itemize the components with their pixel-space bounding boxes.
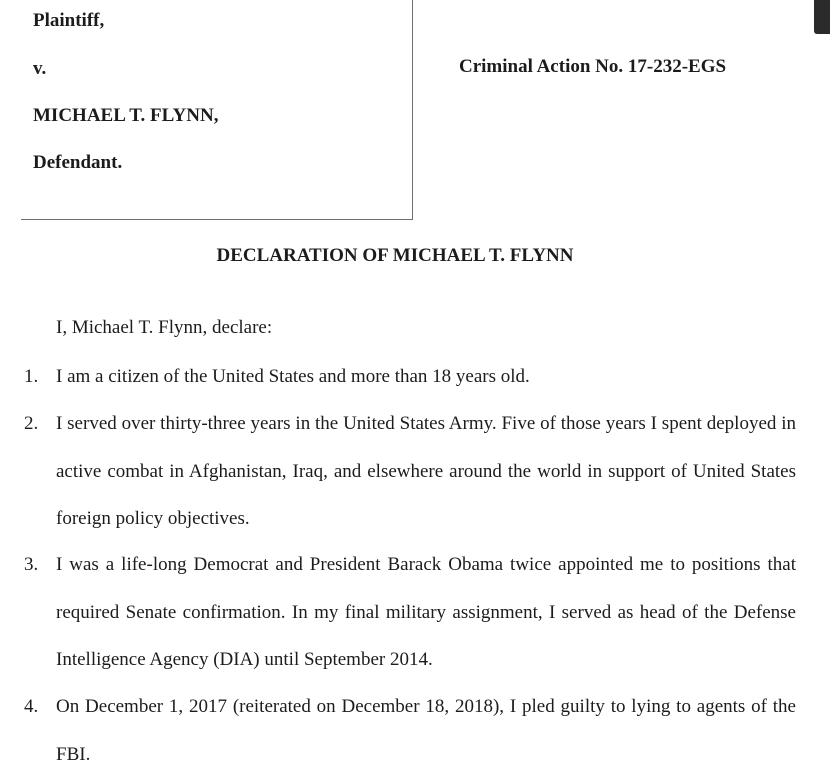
versus-label: v.	[33, 58, 47, 79]
paragraph-number: 3.	[24, 554, 39, 575]
plaintiff-label: Plaintiff,	[33, 10, 105, 31]
paragraph-text: On December 1, 2017 (reiterated on December 18, 2018), I pled guilty to lying to agents of the FBI.	[56, 696, 796, 765]
defendant-label: Defendant.	[33, 152, 123, 173]
numbered-paragraph	[24, 541, 796, 684]
numbered-paragraph	[24, 353, 796, 401]
paragraph-text: I served over thirty-three years in the United States Army. Five of those years I spent deployed in active combat in Afghanistan, Iraq, and elsewhere around the world in support of United States foreign policy objectives.	[56, 413, 796, 529]
paragraph-number: 1.	[24, 366, 39, 387]
page-corner-mark	[814, 0, 830, 34]
case-number: Criminal Action No. 17-232-EGS	[459, 56, 727, 77]
numbered-paragraph	[24, 683, 796, 778]
paragraph-number: 4.	[24, 696, 39, 717]
intro-statement: I, Michael T. Flynn, declare:	[56, 317, 273, 338]
paragraph-text: I am a citizen of the United States and more than 18 years old.	[56, 366, 530, 387]
document-title-text: DECLARATION OF MICHAEL T. FLYNN	[216, 245, 574, 266]
defendant-name: MICHAEL T. FLYNN,	[33, 105, 219, 126]
paragraph-text: I was a life-long Democrat and President Barack Obama twice appointed me to positions that required Senate confirmation. In my final military assignment, I served as head of the Defense Intelligence Agency (DIA) until September 2014.	[56, 554, 796, 670]
numbered-paragraph	[24, 400, 796, 543]
paragraph-number: 2.	[24, 413, 39, 434]
document-title	[0, 245, 830, 267]
